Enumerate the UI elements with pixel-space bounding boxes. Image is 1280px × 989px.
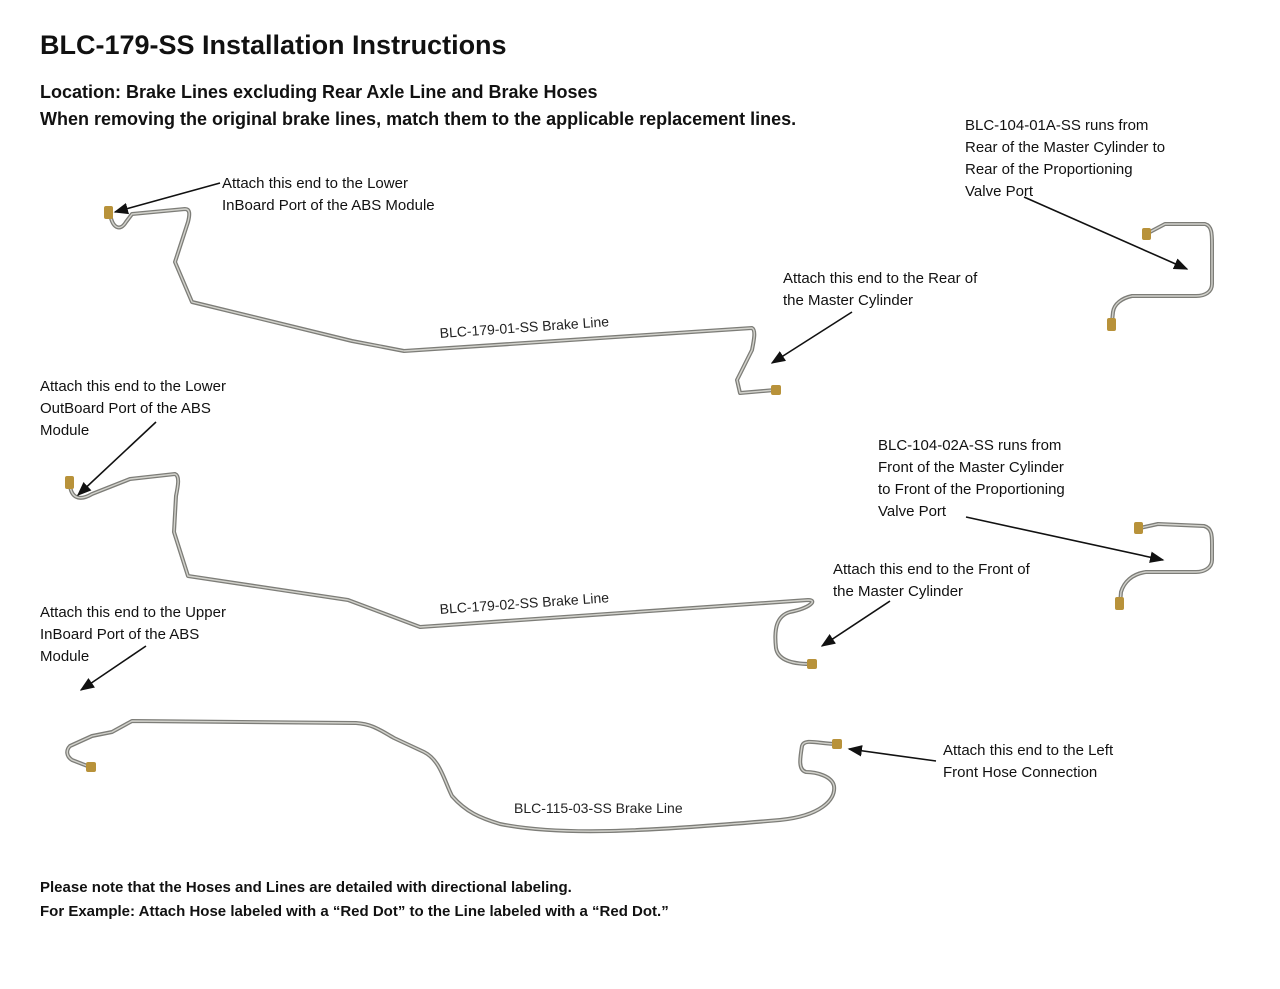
- fitting-line3-right: [832, 739, 842, 749]
- note-blc-104-02a: BLC-104-02A-SS runs from Front of the Master Cylinder to Front of the Proportioning Valve Port: [878, 437, 1065, 520]
- note-line3-right: Attach this end to the Left Front Hose Connection: [943, 742, 1114, 781]
- arrow-104-02a: [966, 517, 1163, 560]
- fitting-104-01a-top: [1142, 228, 1151, 240]
- arrow-line1-left: [115, 183, 220, 212]
- fitting-line1-right: [771, 385, 781, 395]
- arrow-line3-right: [849, 749, 936, 761]
- location-subtitle: Location: Brake Lines excluding Rear Axle Line and Brake Hoses: [40, 82, 598, 102]
- brake-line-179-01: [110, 209, 775, 393]
- fitting-line3-left: [86, 762, 96, 772]
- arrow-line2-right: [822, 601, 890, 646]
- brake-line-104-01a: [1112, 224, 1212, 322]
- fitting-104-02a-bottom: [1115, 597, 1124, 610]
- brake-line-115-03: [67, 721, 836, 831]
- fitting-104-01a-bottom: [1107, 318, 1116, 331]
- line-label-115-03: BLC-115-03-SS Brake Line: [514, 800, 683, 816]
- note-line1-right: Attach this end to the Rear of the Master Cylinder: [783, 270, 978, 309]
- fitting-line2-right: [807, 659, 817, 669]
- fitting-line1-left: [104, 206, 113, 219]
- fitting-line2-left: [65, 476, 74, 489]
- line-label-179-02: BLC-179-02-SS Brake Line: [439, 589, 610, 617]
- note-line2-left: Attach this end to the Lower OutBoard Port of the ABS Module: [40, 378, 226, 439]
- note-line3-left: Attach this end to the Upper InBoard Port of the ABS Module: [40, 604, 226, 665]
- note-blc-104-01a: BLC-104-01A-SS runs from Rear of the Master Cylinder to Rear of the Proportioning Valve Port: [965, 117, 1166, 200]
- footer-note-example: For Example: Attach Hose labeled with a “Red Dot” to the Line labeled with a “Red Dot.”: [40, 903, 669, 920]
- fitting-104-02a-top: [1134, 522, 1143, 534]
- note-line2-right: Attach this end to the Front of the Master Cylinder: [833, 561, 1030, 600]
- line-label-179-01: BLC-179-01-SS Brake Line: [439, 313, 610, 341]
- arrow-line1-right: [772, 312, 852, 363]
- page-title: BLC-179-SS Installation Instructions: [40, 30, 507, 60]
- matching-subtitle: When removing the original brake lines, match them to the applicable replacement lines.: [40, 109, 797, 129]
- brake-line-104-02a: [1120, 524, 1212, 604]
- arrow-104-01a: [1024, 197, 1187, 269]
- note-line1-left: Attach this end to the Lower InBoard Port of the ABS Module: [222, 175, 435, 214]
- footer-note-directional: Please note that the Hoses and Lines are detailed with directional labeling.: [40, 879, 572, 896]
